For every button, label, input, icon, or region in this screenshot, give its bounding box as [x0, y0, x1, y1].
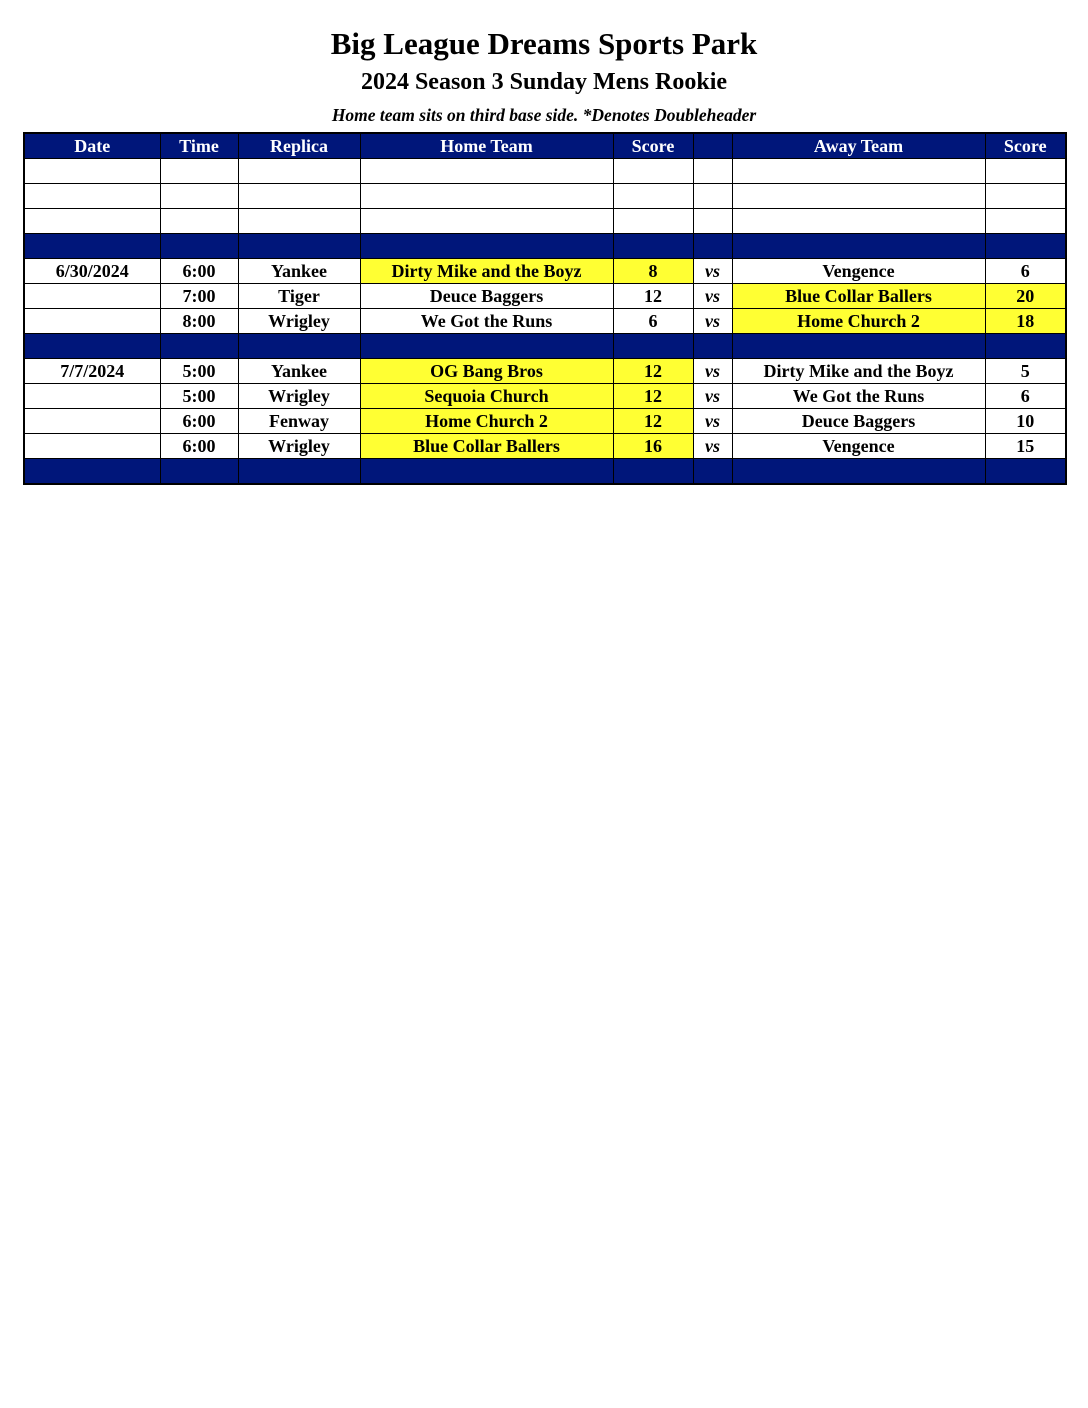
game-row [24, 384, 1066, 409]
vs-cell: vs [693, 434, 732, 459]
vs-cell: vs [693, 284, 732, 309]
col-header-home-team: Home Team [360, 133, 613, 159]
game-row [24, 309, 1066, 334]
home-score-cell: 8 [613, 259, 693, 284]
home-team-cell: Home Church 2 [360, 409, 613, 434]
away-team-cell: Deuce Baggers [732, 409, 985, 434]
separator-cell [160, 234, 238, 259]
date-cell: 7/7/2024 [24, 359, 160, 384]
home-team-cell: We Got the Runs [360, 309, 613, 334]
game-row [24, 259, 1066, 284]
separator-cell [613, 234, 693, 259]
separator-cell [24, 334, 160, 359]
empty-cell [238, 184, 360, 209]
separator-cell [160, 459, 238, 485]
col-header-away-score: Score [985, 133, 1066, 159]
separator-cell [693, 234, 732, 259]
empty-cell [24, 184, 160, 209]
home-team-cell: Blue Collar Ballers [360, 434, 613, 459]
empty-cell [732, 184, 985, 209]
away-score-cell: 6 [985, 259, 1066, 284]
game-row [24, 409, 1066, 434]
separator-cell [360, 334, 613, 359]
away-team-cell: Vengence [732, 259, 985, 284]
date-cell: 6/30/2024 [24, 259, 160, 284]
date-cell [24, 434, 160, 459]
empty-cell [360, 159, 613, 184]
home-team-cell: Deuce Baggers [360, 284, 613, 309]
col-header-vs [693, 133, 732, 159]
empty-cell [238, 159, 360, 184]
empty-cell [24, 209, 160, 234]
replica-cell: Tiger [238, 284, 360, 309]
vs-cell: vs [693, 309, 732, 334]
page-title: Big League Dreams Sports Park [330, 26, 758, 61]
empty-cell [160, 184, 238, 209]
game-row [24, 434, 1066, 459]
game-row [24, 284, 1066, 309]
separator-cell [360, 234, 613, 259]
separator-cell [24, 459, 160, 485]
date-cell [24, 309, 160, 334]
game-row [24, 359, 1066, 384]
away-score-cell: 15 [985, 434, 1066, 459]
home-score-cell: 16 [613, 434, 693, 459]
replica-cell: Fenway [238, 409, 360, 434]
separator-cell [160, 334, 238, 359]
col-header-time: Time [160, 133, 238, 159]
replica-cell: Wrigley [238, 309, 360, 334]
date-cell [24, 384, 160, 409]
away-team-cell: We Got the Runs [732, 384, 985, 409]
time-cell: 5:00 [160, 359, 238, 384]
separator-cell [693, 334, 732, 359]
replica-cell: Yankee [238, 259, 360, 284]
separator-cell [985, 334, 1066, 359]
separator-cell [613, 334, 693, 359]
empty-cell [693, 184, 732, 209]
time-cell: 6:00 [160, 409, 238, 434]
empty-cell [732, 159, 985, 184]
separator-row [24, 334, 1066, 359]
empty-row [24, 209, 1066, 234]
empty-cell [693, 159, 732, 184]
separator-cell [238, 334, 360, 359]
empty-cell [613, 184, 693, 209]
replica-cell: Yankee [238, 359, 360, 384]
header-row [24, 133, 1066, 159]
empty-cell [693, 209, 732, 234]
separator-cell [985, 234, 1066, 259]
col-header-date: Date [24, 133, 160, 159]
separator-cell [613, 459, 693, 485]
away-score-cell: 20 [985, 284, 1066, 309]
time-cell: 8:00 [160, 309, 238, 334]
date-cell [24, 409, 160, 434]
empty-cell [360, 184, 613, 209]
col-header-replica: Replica [238, 133, 360, 159]
header-note: Home team sits on third base side. *Denotes Doubleheader [331, 105, 757, 125]
replica-cell: Wrigley [238, 384, 360, 409]
empty-cell [613, 209, 693, 234]
home-team-cell: Sequoia Church [360, 384, 613, 409]
home-score-cell: 12 [613, 409, 693, 434]
date-cell [24, 284, 160, 309]
home-team-cell: OG Bang Bros [360, 359, 613, 384]
home-score-cell: 6 [613, 309, 693, 334]
empty-cell [160, 209, 238, 234]
away-team-cell: Vengence [732, 434, 985, 459]
away-score-cell: 6 [985, 384, 1066, 409]
separator-cell [732, 459, 985, 485]
empty-cell [985, 209, 1066, 234]
empty-cell [24, 159, 160, 184]
time-cell: 7:00 [160, 284, 238, 309]
empty-cell [160, 159, 238, 184]
col-header-away-team: Away Team [732, 133, 985, 159]
empty-cell [985, 184, 1066, 209]
time-cell: 6:00 [160, 434, 238, 459]
vs-cell: vs [693, 409, 732, 434]
away-score-cell: 5 [985, 359, 1066, 384]
home-team-cell: Dirty Mike and the Boyz [360, 259, 613, 284]
empty-cell [985, 159, 1066, 184]
empty-cell [360, 209, 613, 234]
away-score-cell: 10 [985, 409, 1066, 434]
away-score-cell: 18 [985, 309, 1066, 334]
schedule-table [23, 132, 1067, 485]
separator-cell [693, 459, 732, 485]
empty-cell [732, 209, 985, 234]
home-score-cell: 12 [613, 384, 693, 409]
separator-cell [732, 334, 985, 359]
empty-row [24, 159, 1066, 184]
vs-cell: vs [693, 359, 732, 384]
empty-cell [613, 159, 693, 184]
time-cell: 5:00 [160, 384, 238, 409]
home-score-cell: 12 [613, 284, 693, 309]
empty-cell [238, 209, 360, 234]
separator-cell [238, 234, 360, 259]
separator-cell [238, 459, 360, 485]
replica-cell: Wrigley [238, 434, 360, 459]
vs-cell: vs [693, 384, 732, 409]
separator-cell [732, 234, 985, 259]
vs-cell: vs [693, 259, 732, 284]
away-team-cell: Dirty Mike and the Boyz [732, 359, 985, 384]
separator-cell [985, 459, 1066, 485]
separator-row [24, 234, 1066, 259]
separator-row [24, 459, 1066, 485]
season-subtitle: 2024 Season 3 Sunday Mens Rookie [360, 69, 728, 95]
separator-cell [360, 459, 613, 485]
time-cell: 6:00 [160, 259, 238, 284]
away-team-cell: Home Church 2 [732, 309, 985, 334]
empty-row [24, 184, 1066, 209]
col-header-home-score: Score [613, 133, 693, 159]
home-score-cell: 12 [613, 359, 693, 384]
separator-cell [24, 234, 160, 259]
away-team-cell: Blue Collar Ballers [732, 284, 985, 309]
